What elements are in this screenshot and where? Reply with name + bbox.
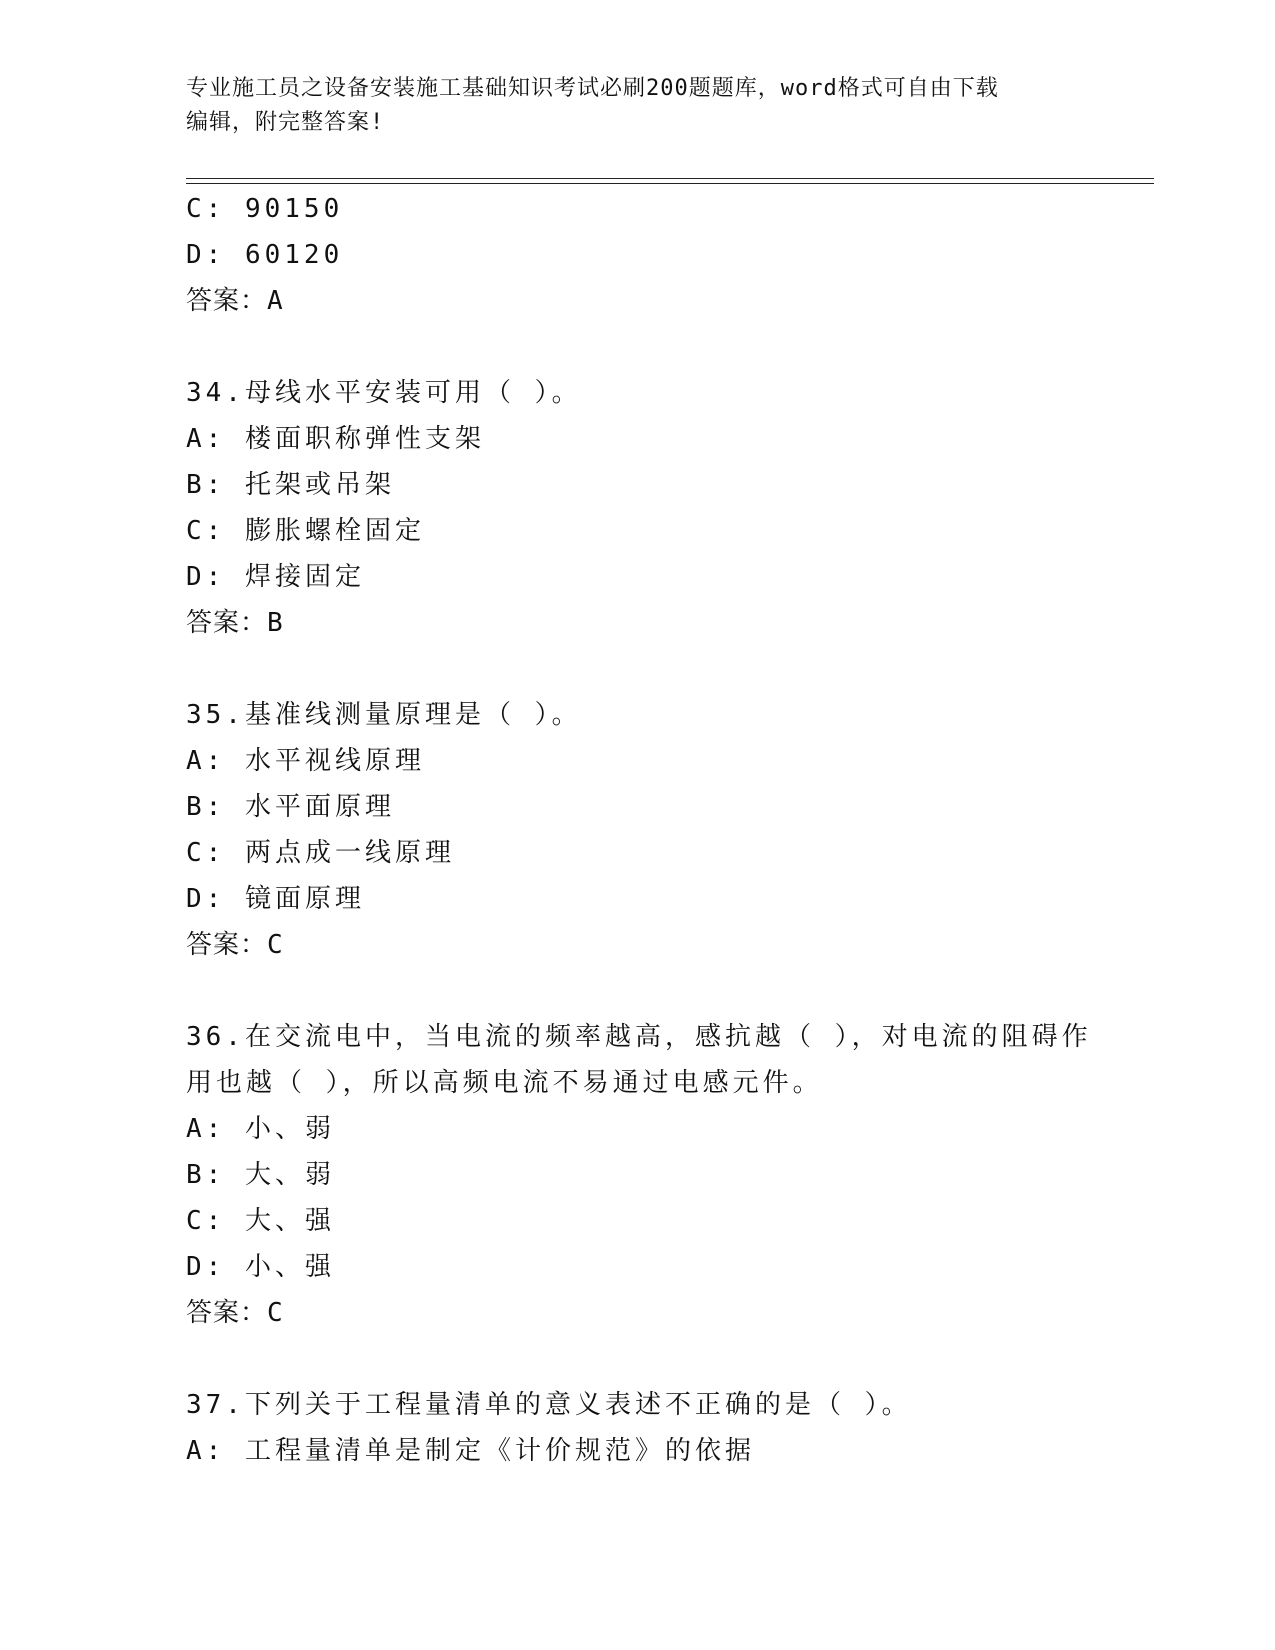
option-d: D: 小、强: [186, 1252, 335, 1282]
spacer: [186, 324, 1106, 370]
question-35: [186, 692, 1106, 968]
question-text-line-1: 36.在交流电中，当电流的频率越高，感抗越（ ），对电流的阻碍作: [186, 1022, 1092, 1052]
question-list: [186, 186, 1106, 1474]
option-a: A: 水平视线原理: [186, 746, 425, 776]
option-c: C: 两点成一线原理: [186, 838, 455, 868]
question-36: [186, 1014, 1106, 1336]
document-header: [186, 72, 1086, 140]
question-text: 35.基准线测量原理是（ ）。: [186, 700, 582, 730]
option-b: B: 托架或吊架: [186, 470, 395, 500]
previous-question: [186, 186, 1106, 324]
option-d: D: 60120: [186, 240, 344, 270]
answer: 答案：C: [186, 930, 284, 960]
question-text-line-2: 用也越（ ），所以高频电流不易通过电感元件。: [186, 1068, 823, 1098]
spacer: [186, 1336, 1106, 1382]
option-c: C: 大、强: [186, 1206, 335, 1236]
option-a: A: 楼面职称弹性支架: [186, 424, 485, 454]
spacer: [186, 968, 1106, 1014]
answer: 答案：B: [186, 608, 284, 638]
option-c: C: 90150: [186, 194, 344, 224]
header-divider-bottom: [186, 183, 1154, 184]
header-title-line-2: 编辑，附完整答案!: [186, 110, 385, 135]
spacer: [186, 646, 1106, 692]
question-text: 37.下列关于工程量清单的意义表述不正确的是（ ）。: [186, 1390, 912, 1420]
option-d: D: 焊接固定: [186, 562, 365, 592]
option-b: B: 大、弱: [186, 1160, 335, 1190]
option-a: A: 工程量清单是制定《计价规范》的依据: [186, 1436, 755, 1466]
option-c: C: 膨胀螺栓固定: [186, 516, 425, 546]
question-34: [186, 370, 1106, 646]
question-text: 34.母线水平安装可用（ ）。: [186, 378, 582, 408]
answer: 答案：A: [186, 286, 284, 316]
option-b: B: 水平面原理: [186, 792, 395, 822]
option-d: D: 镜面原理: [186, 884, 365, 914]
answer: 答案：C: [186, 1298, 284, 1328]
header-divider-top: [186, 178, 1154, 179]
option-a: A: 小、弱: [186, 1114, 335, 1144]
header-title-line-1: 专业施工员之设备安装施工基础知识考试必刷200题题库，word格式可自由下载: [186, 76, 999, 101]
question-37: [186, 1382, 1106, 1474]
